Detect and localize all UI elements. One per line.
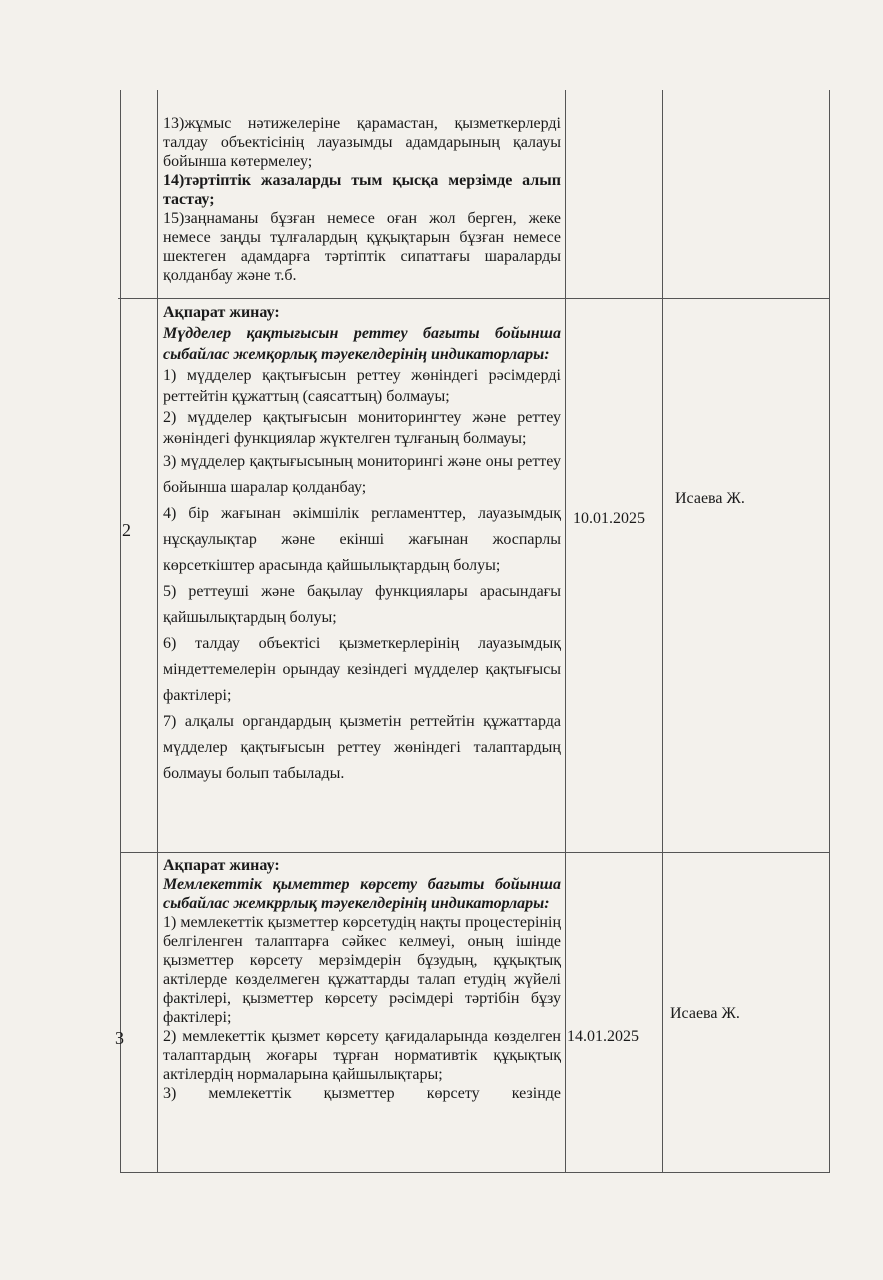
table-bottom-border <box>120 1172 830 1173</box>
row-divider-2 <box>120 852 830 853</box>
list-item: 5) реттеуші және бақылау функциялары арасындағы қайшылықтардың болуы; <box>163 583 561 626</box>
row-number: 3 <box>115 1028 124 1048</box>
list-item: 1) мемлекеттік қызметтер көрсетудің нақты процестерінің белгіленген талаптарға сәйкес келмеуі, оның ішінде қызметтер көрсету мерзімдерін бұзудың, құқықтық актілерде көзделмеген құжаттарды талап етудің жүйелі фактілері, қызметтер көрсету рәсімдері тәртібін бұзу фактілері; <box>163 914 561 1026</box>
list-item: 13)жұмыс нәтижелеріне қарамастан, қызметкерлерді талдау объектісінің лауазымды адамдарының қалауы бойынша көтермелеу; <box>163 115 561 170</box>
list-item: 15)заңнаманы бұзған немесе оған жол берген, жеке немесе заңды тұлғалардың құқықтарын бұзған немесе шектеген адамдарға тәртіптік сипаттағы шараларды қолданбау және т.б. <box>163 210 561 284</box>
row2-responsible: Исаева Ж. <box>675 490 745 507</box>
row2-content <box>163 302 561 787</box>
section-heading: Ақпарат жинау: <box>163 304 280 321</box>
list-item: 1) мүдделер қақтығысын реттеу жөніндегі рәсімдерді реттейтін құжаттың (саясаттың) болмауы; <box>163 367 561 405</box>
continued-row-content <box>163 114 561 285</box>
list-item: 14)тәртіптік жазаларды тым қысқа мерзімде алып тастау; <box>163 172 561 208</box>
section-subheading: Мүдделер қақтығысын реттеу бағыты бойынша сыбайлас жемқорлық тәуекелдерінің индикаторлары: <box>163 325 561 363</box>
list-item: 2) мүдделер қақтығысын мониторингтеу және реттеу жөніндегі функциялар жүктелген тұлғаның болмауы; <box>163 409 561 447</box>
list-item: 2) мемлекеттік қызмет көрсету қағидаларында көзделген талаптардың жоғары тұрған нормативтік құқықтық актілердің нормаларына қайшылықтары; <box>163 1028 561 1083</box>
table-left-border <box>120 90 121 1173</box>
list-item: 4) бір жағынан әкімшілік регламенттер, лауазымдық нұсқаулықтар және екінші жағынан жоспарлы көрсеткіштер арасында қайшылықтардың болуы; <box>163 505 561 574</box>
list-item: 6) талдау объектісі қызметкерлерінің лауазымдық міндеттемелерін орындау кезіндегі мүдделер қақтығысы фактілері; <box>163 635 561 704</box>
column-divider-2 <box>565 90 566 1173</box>
row-number: 2 <box>122 520 131 540</box>
section-heading: Ақпарат жинау: <box>163 857 280 874</box>
list-item: 3) мүдделер қақтығысының мониторингі және оны реттеу бойынша шаралар қолданбау; <box>163 453 561 496</box>
row2-date: 10.01.2025 <box>573 510 645 527</box>
table-right-border <box>829 90 830 1173</box>
list-item: 3) мемлекеттік қызметтер көрсету кезінде <box>163 1085 561 1102</box>
column-divider-1 <box>157 90 158 1173</box>
column-divider-3 <box>662 90 663 1173</box>
list-item: 7) алқалы органдардың қызметін реттейтін құжаттарда мүдделер қақтығысын реттеу жөніндегі талаптардың болмауы болып табылады. <box>163 713 561 782</box>
row3-date: 14.01.2025 <box>567 1028 639 1045</box>
row3-content <box>163 856 561 1103</box>
row3-responsible: Исаева Ж. <box>670 1005 740 1022</box>
row-divider-1 <box>118 298 829 299</box>
section-subheading: Мемлекеттік қыметтер көрсету бағыты бойынша сыбайлас жемкррлық тәуекелдерінің индикаторлары: <box>163 876 561 912</box>
